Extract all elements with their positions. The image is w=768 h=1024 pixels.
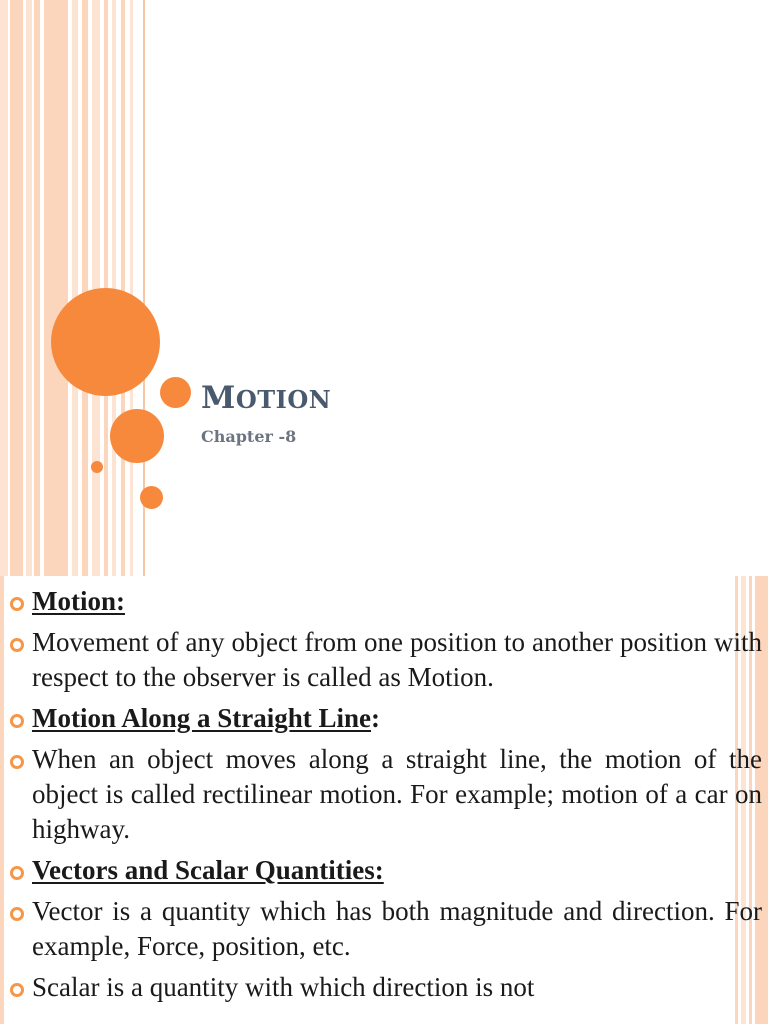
section-heading: Motion Along a Straight Line: [32, 703, 372, 733]
list-item: Motion Along a Straight Line:: [10, 701, 762, 736]
section-heading: Vectors and Scalar Quantities:: [32, 855, 384, 885]
list-item: [10, 584, 762, 619]
decorative-circle-tiny: [91, 461, 103, 473]
list-item: [10, 894, 762, 964]
title-initial: M: [201, 380, 236, 416]
bullet-icon: [10, 983, 24, 997]
slide-subtitle: Chapter -8: [201, 427, 297, 446]
decorative-circle-mini: [140, 486, 163, 509]
bullet-icon: [10, 638, 24, 652]
section-heading: Motion:: [32, 586, 125, 616]
paragraph: Movement of any object from one position to another position with respect to the observer is called as Motion.: [32, 627, 762, 692]
list-item: [10, 742, 762, 847]
content-slide: [0, 576, 768, 1024]
paragraph: Vector is a quantity which has both magnitude and direction. For example, Force, position, etc.: [32, 896, 762, 961]
list-item: [10, 853, 762, 888]
decorative-circle-small: [160, 377, 191, 408]
title-rest: OTION: [235, 385, 332, 414]
bullet-icon: [10, 907, 24, 921]
bullet-list: [10, 584, 762, 1011]
decorative-circle-medium: [110, 409, 164, 463]
paragraph: Scalar is a quantity with which direction is not: [32, 972, 535, 1002]
bullet-icon: [10, 866, 24, 880]
bullet-icon: [10, 714, 24, 728]
list-item: [10, 625, 762, 695]
decorative-stripes: [0, 0, 150, 576]
list-item: [10, 970, 762, 1005]
bullet-icon: [10, 597, 24, 611]
slide-title: [201, 380, 331, 416]
bullet-icon: [10, 755, 24, 769]
decorative-circle-large: [51, 288, 160, 396]
paragraph: When an object moves along a straight line, the motion of the object is called rectilinear motion. For example; motion of a car on highway.: [32, 744, 762, 844]
